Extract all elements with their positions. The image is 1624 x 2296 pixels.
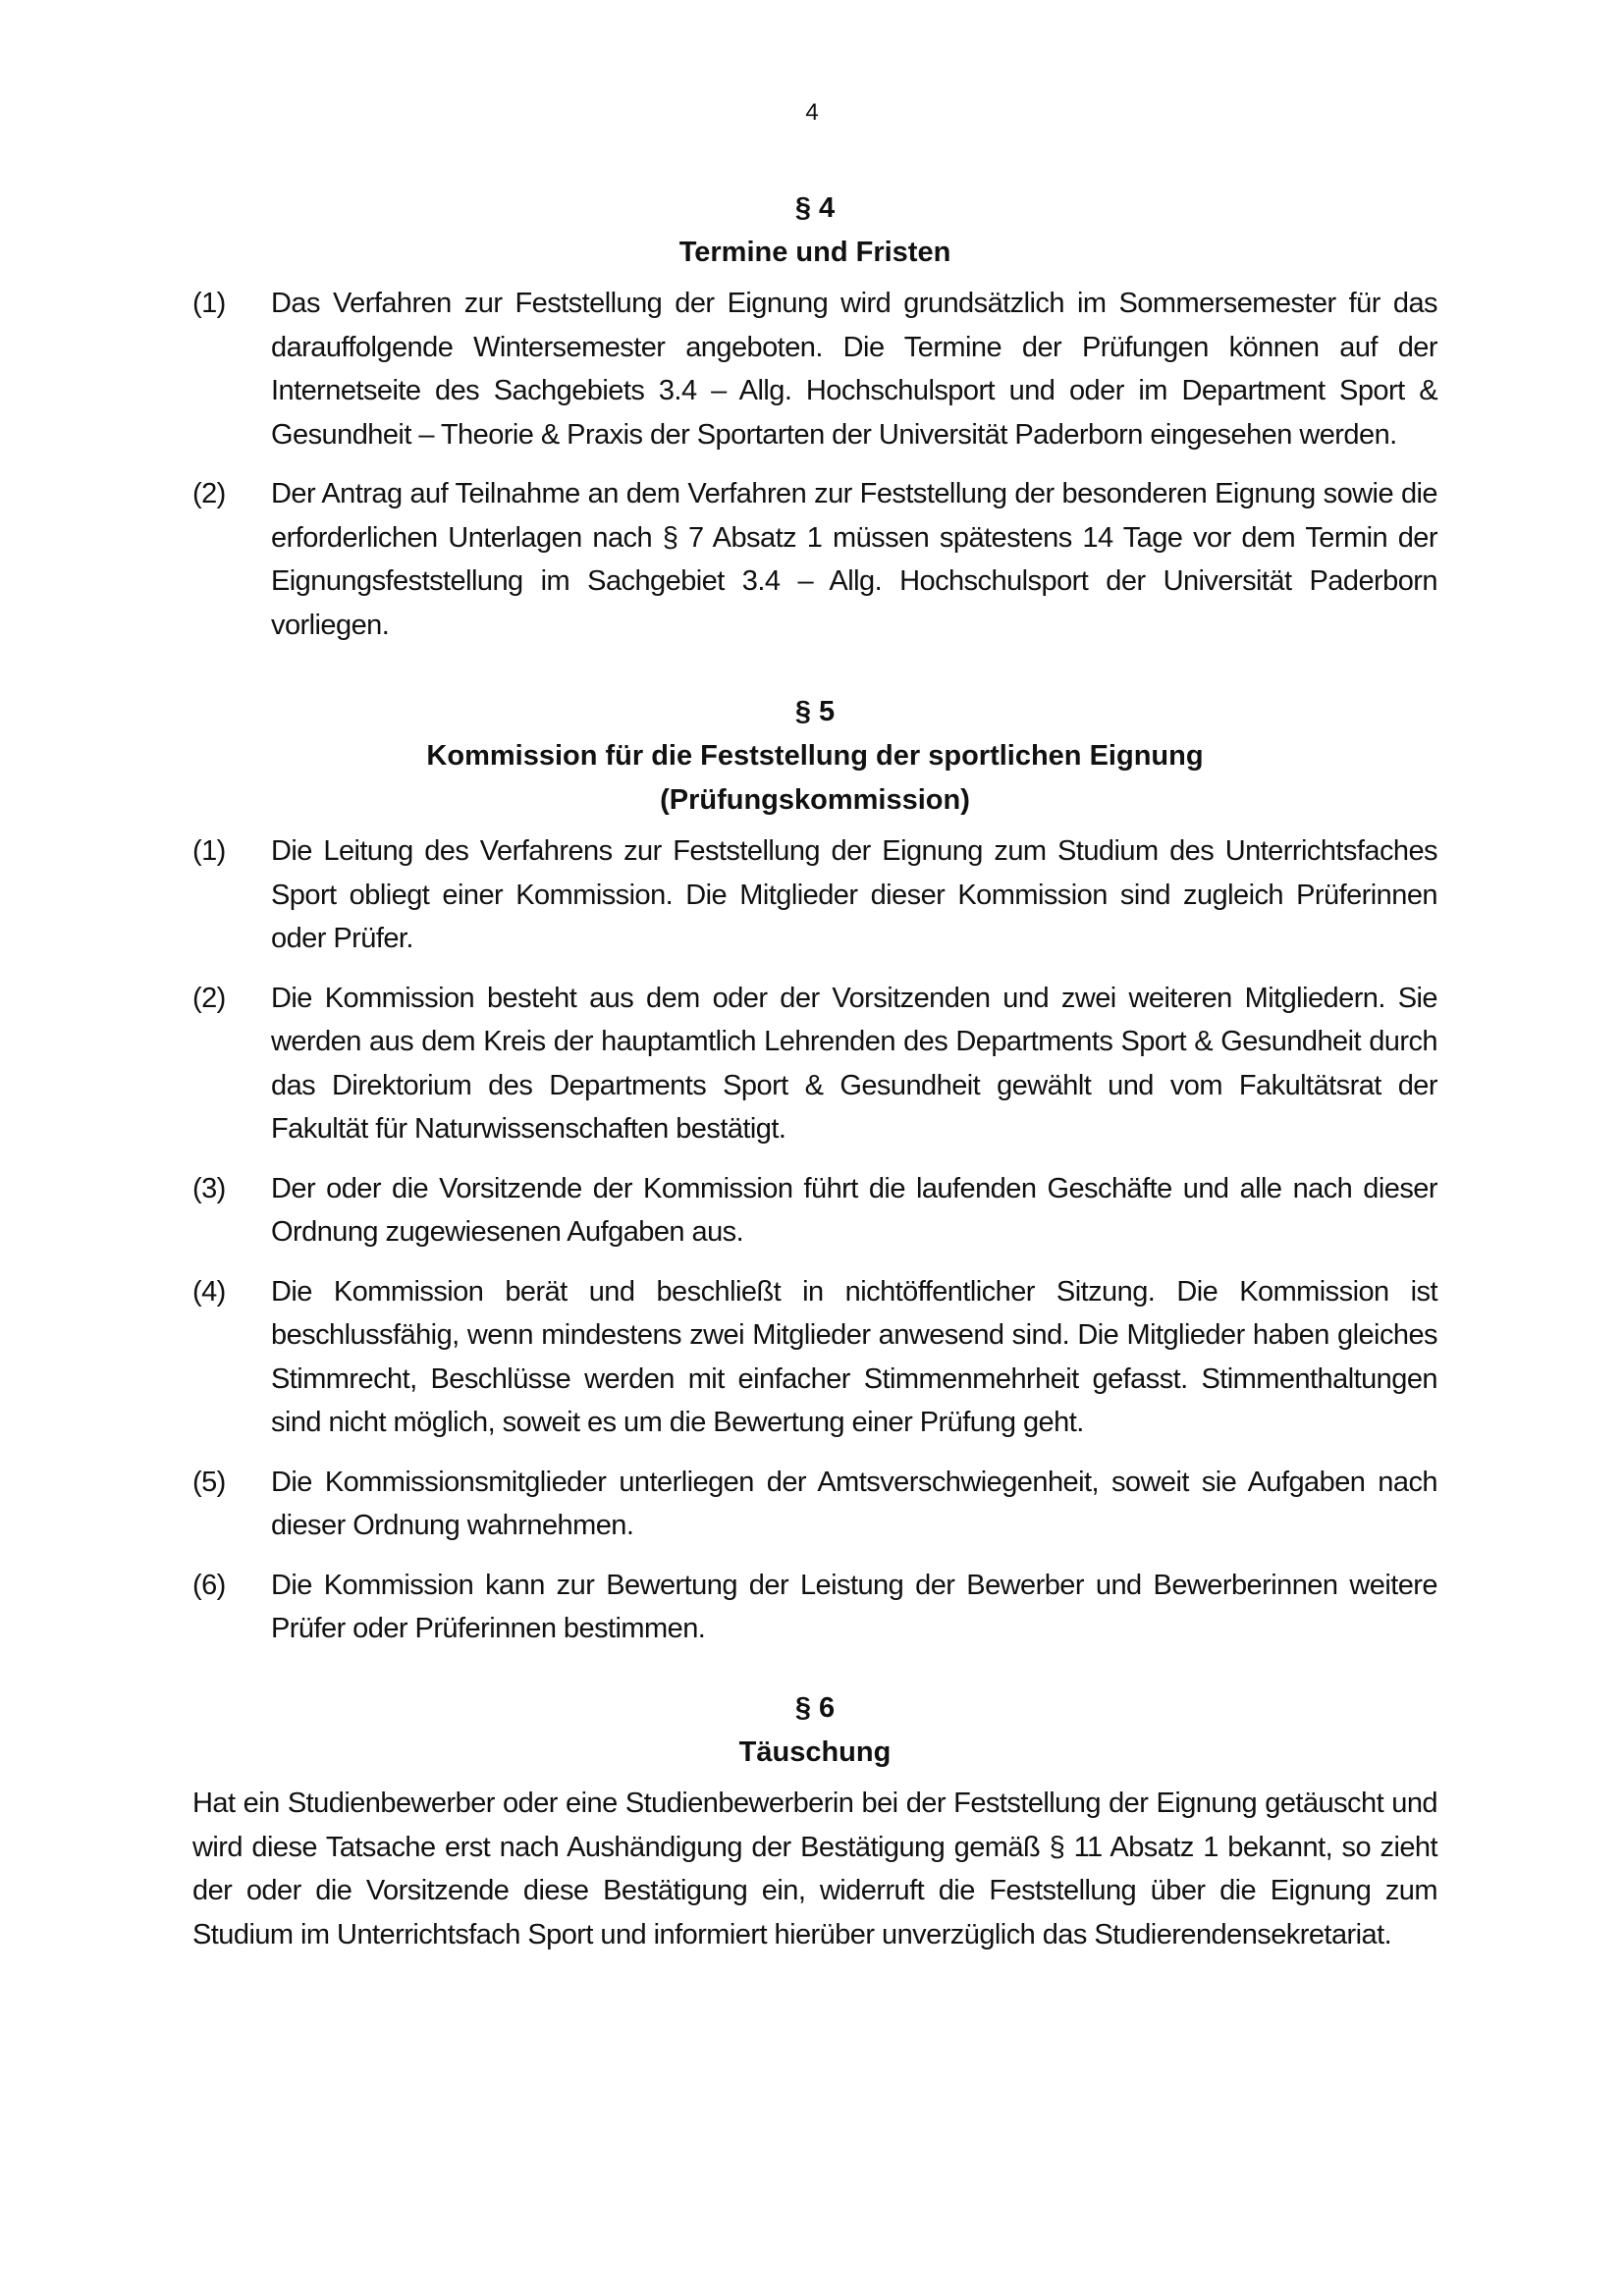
- paragraph-number: (2): [192, 478, 226, 509]
- section-subtitle: (Prüfungskommission): [660, 784, 970, 816]
- paragraph-number: (1): [192, 835, 226, 867]
- paragraph: [192, 472, 1437, 647]
- paragraph-text: Die Kommission kann zur Bewertung der Leistung der Bewerber und Bewerberinnen weitere Prüfer oder Prüferinnen bestimmen.: [271, 1569, 1437, 1644]
- section-symbol: § 6: [794, 1692, 836, 1724]
- page-number: 4: [805, 99, 819, 126]
- paragraph-number: (2): [192, 982, 226, 1014]
- section-4: [192, 187, 1437, 663]
- section-heading: [192, 1686, 1437, 1775]
- paragraph-number: (1): [192, 288, 226, 319]
- paragraph-text: Der oder die Vorsitzende der Kommission führt die laufenden Geschäfte und alle nach dieser Ordnung zugewiesenen Aufgaben aus.: [271, 1172, 1437, 1248]
- section-symbol: § 4: [794, 192, 836, 224]
- section-heading: [192, 187, 1437, 275]
- section-symbol: § 5: [794, 696, 836, 727]
- section-text: Hat ein Studienbewerber oder eine Studienbewerberin bei der Feststellung der Eignung getäuscht und wird diese Tatsache erst nach Aushändigung der Bestätigung gemäß § 11 Absatz 1 bekannt, so zieht der oder die Vorsitzende diese Bestätigung ein, widerruft die Feststellung über die Eignung zum Studium im Unterrichtsfach Sport und informiert hierüber unverzüglich das Studierendensekretariat.: [192, 1788, 1437, 1950]
- paragraph: [192, 829, 1437, 961]
- section-5: [192, 690, 1437, 1667]
- section-heading: [192, 690, 1437, 823]
- paragraph-number: (6): [192, 1569, 226, 1601]
- paragraph-number: (5): [192, 1466, 226, 1498]
- paragraph-text: Die Leitung des Verfahrens zur Feststellung der Eignung zum Studium des Unterrichtsfaches Sport obliegt einer Kommission. Die Mitglieder dieser Kommission sind zugleich Prüferinnen oder Prüfer.: [271, 835, 1437, 954]
- paragraph-text: Der Antrag auf Teilnahme an dem Verfahren zur Feststellung der besonderen Eignung sowie die erforderlichen Unterlagen nach § 7 Absatz 1 müssen spätestens 14 Tage vor dem Termin der Eignungsfeststellung im Sachgebiet 3.4 – Allg. Hochschulsport der Universität Paderborn vorliegen.: [271, 478, 1437, 641]
- paragraph: [192, 1564, 1437, 1651]
- section-6: [192, 1686, 1437, 1956]
- paragraph-text: Die Kommission berät und beschließt in nichtöffentlicher Sitzung. Die Kommission ist beschlussfähig, wenn mindestens zwei Mitglieder anwesend sind. Die Mitglieder haben gleiches Stimmrecht, Beschlüsse werden mit einfacher Stimmenmehrheit gefasst. Stimmenthaltungen sind nicht möglich, soweit es um die Bewertung einer Prüfung geht.: [271, 1275, 1437, 1438]
- paragraph: [192, 1167, 1437, 1255]
- paragraph-number: (4): [192, 1275, 226, 1308]
- paragraph-number: (3): [192, 1172, 226, 1204]
- section-title: Täuschung: [738, 1736, 892, 1768]
- paragraph-text: Die Kommission besteht aus dem oder der Vorsitzenden und zwei weiteren Mitgliedern. Sie werden aus dem Kreis der hauptamtlich Lehrenden des Departments Sport & Gesundheit durch das Direktorium des Departments Sport & Gesundheit gewählt und vom Fakultätsrat der Fakultät für Naturwissenschaften bestätigt.: [271, 982, 1437, 1145]
- paragraph: [192, 977, 1437, 1151]
- paragraph: [192, 1270, 1437, 1445]
- section-title: Termine und Fristen: [678, 237, 951, 268]
- paragraph: [192, 282, 1437, 456]
- section-title: Kommission für die Feststellung der sportlichen Eignung: [426, 740, 1204, 772]
- paragraph-text: Die Kommissionsmitglieder unterliegen der Amtsverschwiegenheit, soweit sie Aufgaben nach dieser Ordnung wahrnehmen.: [271, 1466, 1437, 1541]
- paragraph-text: Das Verfahren zur Feststellung der Eignung wird grundsätzlich im Sommersemester für das darauffolgende Wintersemester angeboten. Die Termine der Prüfungen können auf der Internetseite des Sachgebiets 3.4 – Allg. Hochschulsport und oder im Department Sport & Gesundheit – Theorie & Praxis der Sportarten der Universität Paderborn eingesehen werden.: [271, 288, 1437, 451]
- paragraph: [192, 1461, 1437, 1548]
